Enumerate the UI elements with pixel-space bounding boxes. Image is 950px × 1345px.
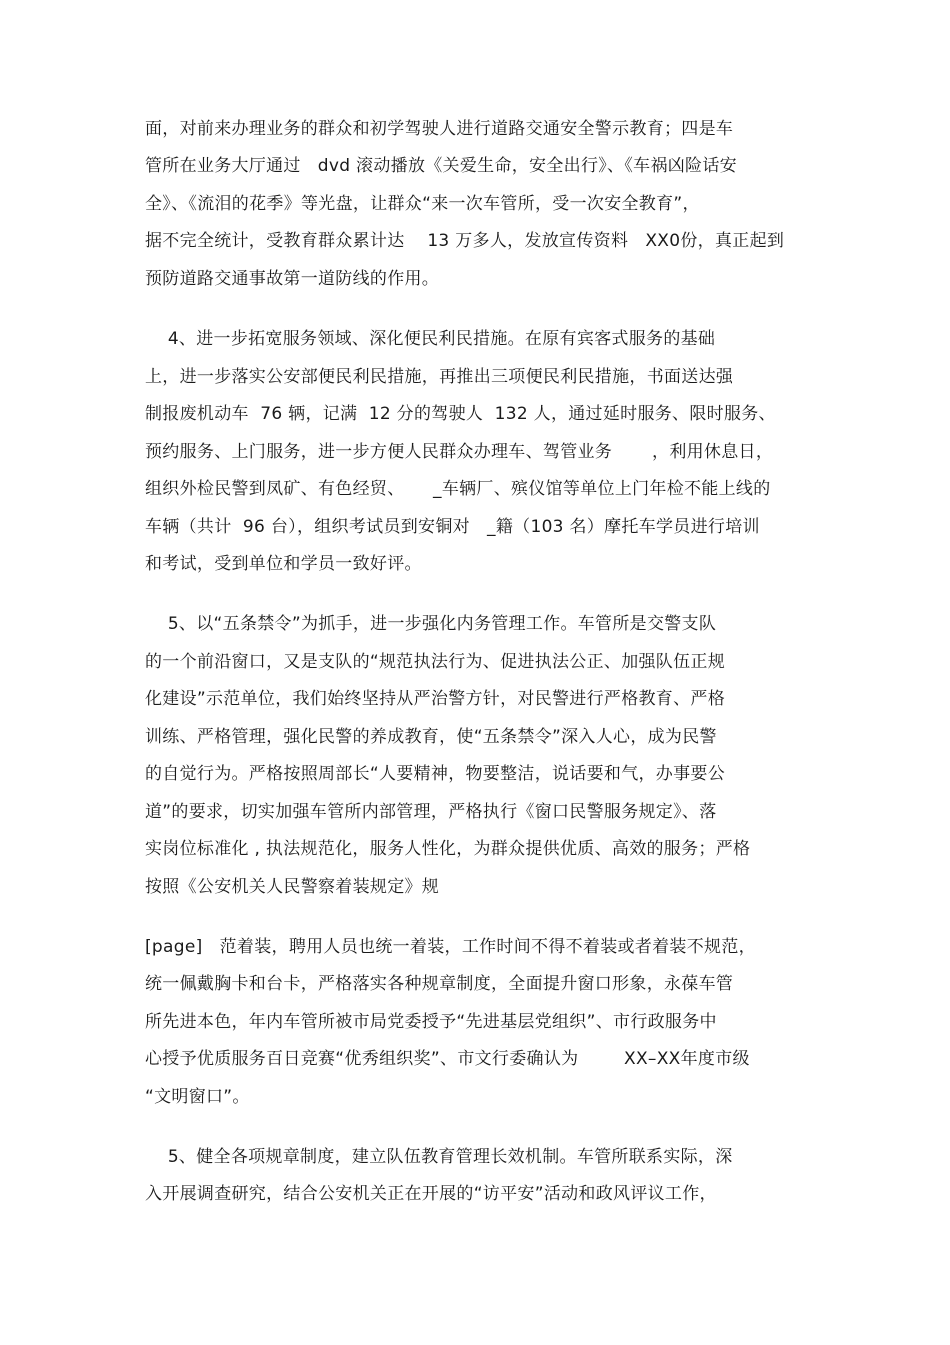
text-line: 4、进一步拓宽服务领域、深化便民利民措施。在原有宾客式服务的基础 [145,329,716,349]
text-line: 车辆（共计 96 台），组织考试员到安铜对 _籍（103 名）摩托车学员进行培训 [145,517,760,537]
text-line: 道”的要求，切实加强车管所内部管理，严格执行《窗口民警服务规定》、落 [145,802,717,822]
text-line: 的自觉行为。严格按照周部长“人要精神，物要整洁，说话要和气，办事要公 [145,764,726,784]
text-line: 实岗位标准化 , 执法规范化，服务人性化，为群众提供优质、高效的服务；严格 [145,839,751,859]
text-line: 化建设”示范单位，我们始终坚持从严治警方针，对民警进行严格教育、严格 [145,689,726,709]
text-line: 全》、《流泪的花季》等光盘，让群众“来一次车管所，受一次安全教育”， [145,194,700,214]
text-line: 统一佩戴胸卡和台卡，严格落实各种规章制度，全面提升窗口形象，永葆车管 [145,974,734,994]
text-line: 心授予优质服务百日竞赛“优秀组织奖”、市文行委确认为 XX–XX年度市级 [145,1049,750,1069]
text-line: 入开展调查研究，结合公安机关正在开展的“访平安”活动和政风评议工作， [145,1184,717,1204]
text-line: 训练、严格管理，强化民警的养成教育，使“五条禁令”深入人心，成为民警 [145,727,717,747]
text-line: 5、以“五条禁令”为抓手，进一步强化内务管理工作。车管所是交警支队 [145,614,717,634]
text-line: 预防道路交通事故第一道防线的作用。 [145,269,440,289]
text-line: 所先进本色，年内车管所被市局党委授予“先进基层党组织”、市行政服务中 [145,1012,717,1032]
text-line: 上，进一步落实公安部便民利民措施，再推出三项便民利民措施，书面送达强 [145,367,734,387]
text-line: 的一个前沿窗口，又是支队的“规范执法行为、促进执法公正、加强队伍正规 [145,652,726,672]
text-line: 管所在业务大厅通过 dvd 滚动播放《关爱生命，安全出行》、《车祸凶险话安 [145,156,737,176]
text-line: 5、健全各项规章制度，建立队伍教育管理长效机制。车管所联系实际，深 [145,1147,733,1167]
text-line: 制报废机动车 76 辆，记满 12 分的驾驶人 132 人，通过延时服务、限时服务、 [145,404,776,424]
text-line: 和考试，受到单位和学员一致好评。 [145,554,422,574]
text-line: 按照《公安机关人民警察着装规定》规 [145,877,440,897]
text-line: 预约服务、上门服务，进一步方便人民群众办理车、驾管业务 ，利用休息日， [145,442,774,462]
text-line: [page] 范着装，聘用人员也统一着装，工作时间不得不着装或者着装不规范， [145,937,756,957]
text-line: 面，对前来办理业务的群众和初学驾驶人进行道路交通安全警示教育；四是车 [145,119,734,139]
text-line: “文明窗口”。 [145,1087,250,1107]
text-line: 据不完全统计，受教育群众累计达 13 万多人，发放宣传资料 XX0份，真正起到 [145,231,785,251]
text-line: 组织外检民警到凤矿、有色经贸、 _车辆厂、殡仪馆等单位上门年检不能上线的 [145,479,771,499]
